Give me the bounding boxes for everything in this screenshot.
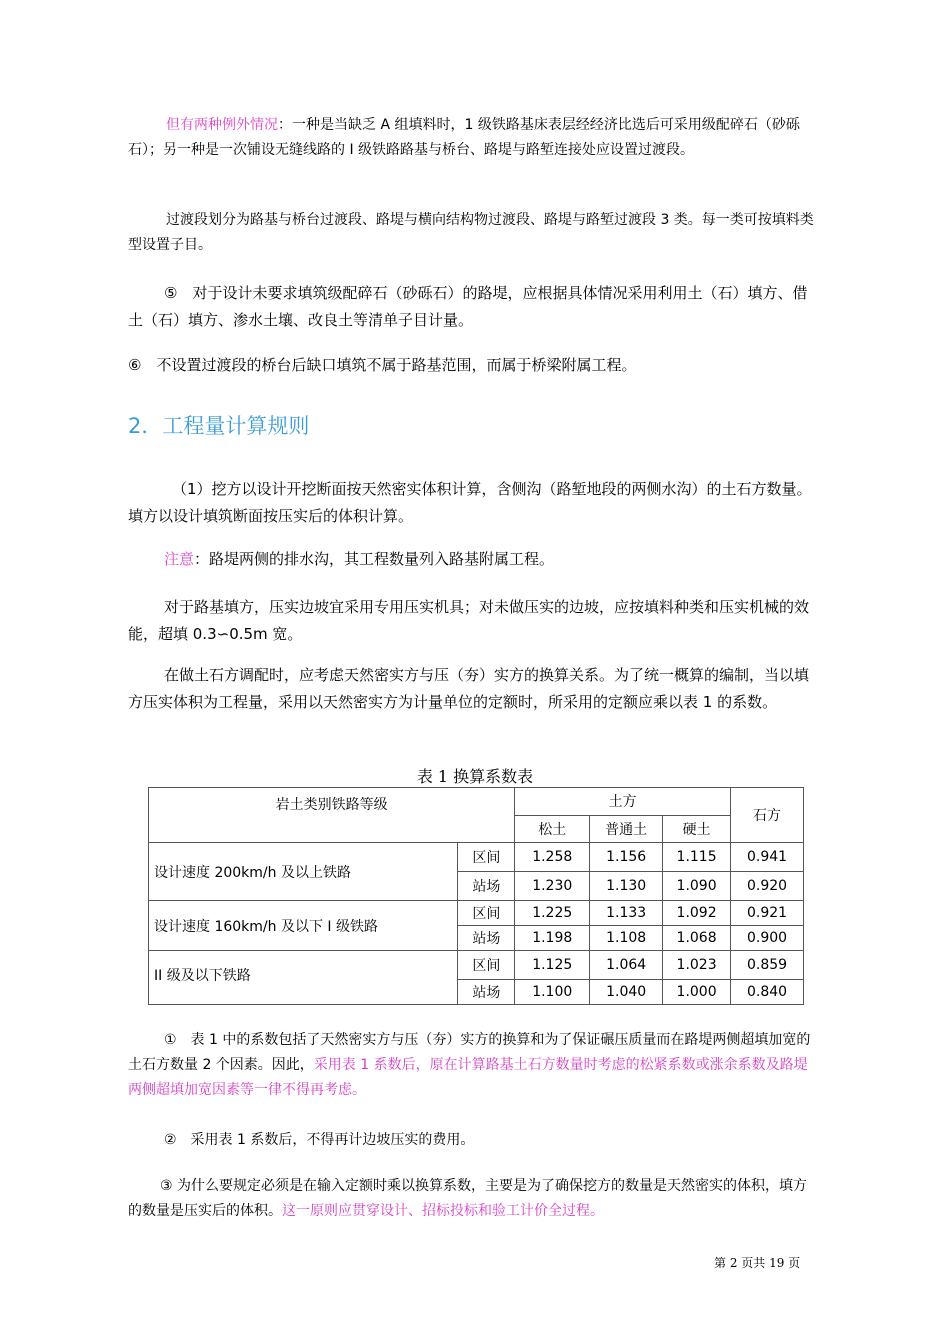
paragraph-item-5: ⑤ 对于设计未要求填筑级配碎石（砂砾石）的路堤，应根据具体情况采用利用土（石）填方、借土（石）填方、渗水土壤、改良土等清单子目计量。 — [128, 284, 808, 329]
paragraph-exceptions — [128, 113, 818, 163]
value-cell: 1.068 — [663, 926, 731, 951]
value-cell: 1.115 — [663, 843, 731, 872]
value-cell: 1.000 — [663, 980, 731, 1005]
value-cell: 1.064 — [590, 951, 663, 980]
page-footer: 第 2 页共 19 页 — [714, 1256, 801, 1270]
value-cell: 0.921 — [731, 901, 804, 926]
subheader-normal: 普通土 — [590, 815, 663, 843]
value-cell: 1.092 — [663, 901, 731, 926]
header-rock: 石方 — [731, 788, 804, 843]
section-cell: 站场 — [458, 980, 515, 1005]
value-cell: 1.100 — [515, 980, 590, 1005]
value-cell: 1.198 — [515, 926, 590, 951]
subheader-hard: 硬土 — [663, 815, 731, 843]
value-cell: 1.225 — [515, 901, 590, 926]
group-label: II 级及以下铁路 — [149, 951, 458, 1005]
section-cell: 区间 — [458, 951, 515, 980]
note3-highlight: 这一原则应贯穿设计、招标投标和验工计价全过程。 — [282, 1203, 604, 1219]
paragraph-item-6: ⑥ 不设置过渡段的桥台后缺口填筑不属于路基范围，而属于桥梁附属工程。 — [128, 356, 637, 374]
paragraph-note-1 — [128, 1028, 818, 1103]
paragraph-earthwork-allocation: 在做土石方调配时，应考虑天然密实方与压（夯）实方的换算关系。为了统一概算的编制，当以填方压实体积为工程量，采用以天然密实方为计量单位的定额时，所采用的定额应乘以表 1 的系数。 — [128, 666, 810, 711]
paragraph-transition-sections: 过渡段划分为路基与桥台过渡段、路堤与横向结构物过渡段、路堤与路堑过渡段 3 类。每一类可按填料类型设置子目。 — [128, 212, 814, 253]
value-cell: 1.090 — [663, 872, 731, 901]
value-cell: 1.258 — [515, 843, 590, 872]
section-heading: 2．工程量计算规则 — [128, 414, 310, 438]
value-cell: 0.900 — [731, 926, 804, 951]
paragraph-note-3 — [128, 1174, 818, 1224]
value-cell: 1.108 — [590, 926, 663, 951]
paragraph-note — [128, 546, 818, 573]
value-cell: 1.040 — [590, 980, 663, 1005]
exceptions-highlight: 但有两种例外情况 — [166, 117, 278, 133]
section-cell: 站场 — [458, 926, 515, 951]
value-cell: 1.130 — [590, 872, 663, 901]
exceptions-text: ：一种是当缺乏 A 组填料时，1 级铁路基床表层经经济比选后可采用级配碎石（砂砾石）；另一种是一次铺设无缝线路的 I 级铁路路基与桥台、路堤与路堑连接处应设置过渡段。 — [128, 117, 800, 158]
note1-text: ① 表 1 中的系数包括了天然密实方与压（夯）实方的换算和为了保证碾压质量而在路堤两侧超填加宽的土石方数量 2 个因素。因此， — [128, 1032, 811, 1073]
paragraph-note-2: ② 采用表 1 系数后，不得再计边坡压实的费用。 — [164, 1132, 475, 1148]
header-corner: 岩土类别铁路等级 — [149, 788, 515, 843]
conversion-table — [148, 787, 804, 1005]
value-cell: 1.156 — [590, 843, 663, 872]
note-text: ：路堤两侧的排水沟，其工程数量列入路基附属工程。 — [194, 550, 555, 568]
group-label: 设计速度 200km/h 及以上铁路 — [149, 843, 458, 901]
value-cell: 0.859 — [731, 951, 804, 980]
section-cell: 区间 — [458, 843, 515, 872]
subheader-loose: 松土 — [515, 815, 590, 843]
paragraph-fill-compaction: 对于路基填方，压实边坡宜采用专用压实机具；对未做压实的边坡，应按填料种类和压实机械的效能，超填 0.3∽0.5m 宽。 — [128, 598, 810, 643]
value-cell: 0.920 — [731, 872, 804, 901]
group-label: 设计速度 160km/h 及以下 I 级铁路 — [149, 901, 458, 951]
value-cell: 0.840 — [731, 980, 804, 1005]
value-cell: 1.125 — [515, 951, 590, 980]
note-highlight: 注意 — [164, 550, 195, 568]
section-cell: 站场 — [458, 872, 515, 901]
header-earth: 土方 — [515, 788, 731, 816]
value-cell: 0.941 — [731, 843, 804, 872]
paragraph-rule-1: （1）挖方以设计开挖断面按天然密实体积计算，含侧沟（路堑地段的两侧水沟）的土石方数量。填方以设计填筑断面按压实后的体积计算。 — [128, 480, 812, 525]
value-cell: 1.230 — [515, 872, 590, 901]
note3-text: ③ 为什么要规定必须是在输入定额时乘以换算系数，主要是为了确保挖方的数量是天然密实的体积，填方的数量是压实后的体积。 — [128, 1178, 807, 1219]
section-cell: 区间 — [458, 901, 515, 926]
table-caption: 表 1 换算系数表 — [416, 767, 534, 786]
value-cell: 1.133 — [590, 901, 663, 926]
value-cell: 1.023 — [663, 951, 731, 980]
note1-highlight: 采用表 1 系数后，原在计算路基土石方数量时考虑的松紧系数或涨余系数及路堤两侧超填加宽因素等一律不得再考虑。 — [128, 1057, 808, 1098]
